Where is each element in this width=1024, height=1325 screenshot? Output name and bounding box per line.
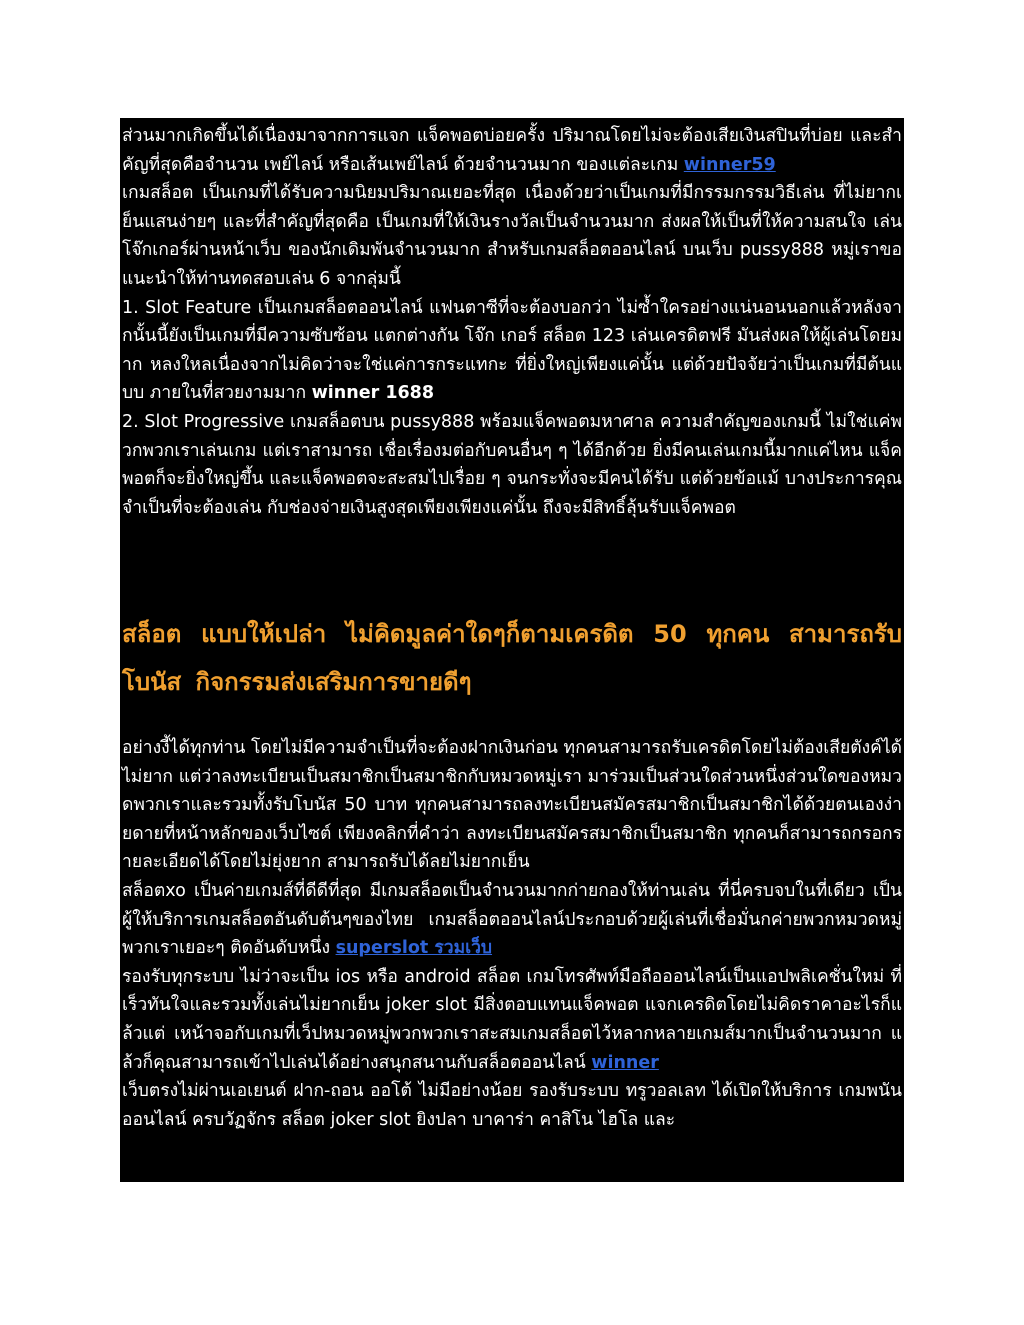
paragraph-support-systems-text: รองรับทุกระบบ ไม่ว่าจะเป็น ios หรือ android สล็อต เกมโทรศัพท์มือถือออนไลน์เป็นแอปพลิเคชั่นใหม่ ที่เร็วทันใจและรวมทั้งเล่นไม่ยากเย็น joker slot มีสิ่งตอบแทนแจ็คพอต แจกเครดิตโดยไม่คิดราคาอะไรก็แล้วแต่ เหน้าจอกับเกมที่เว็ปหมวดหมู่พวกพวกเราสะสมเกมสล็อตไว้หลากหลายเกมส์มากเป็นจำนวนมาก แล้วก็คุณสามารถเข้าไปเล่นได้อย่างสนุกสนานกับสล็อตออนไลน์ [122,966,902,1073]
superslot-link[interactable]: superslot รวมเว็บ [335,938,493,959]
paragraph-free-credit-text: อย่างงี้ได้ทุกท่าน โดยไม่มีความจำเป็นที่จะต้องฝากเงินก่อน ทุกคนสามารถรับเครดิตโดยไม่ต้องเสียตังค์ได้ไม่ยาก แต่ว่าลงทะเบียนเป็นสมาชิกเป็นสมาชิกกับหมวดหมู่เรา มาร่วมเป็นส่วนใดส่วนหนึ่งส่วนใดของหมวดพวกเราและรวมทั้งรับโบนัส 50 บาท ทุกคนสามารถลงทะเบียนสมัครสมาชิกเป็นสมาชิกได้ด้วยตนเองง่ายดายที่หน้าหลักของเว็บไซต์ เพียงคลิกที่คำว่า ลงทะเบียนสมัครสมาชิกเป็นสมาชิก ทุกคนก็สามารถกรอกรายละเอียดได้โดยไม่ยุ่งยาก สามารถรับได้ลยไม่ยากเย็น [122,738,902,873]
winner59-link[interactable]: winner59 [683,154,776,175]
paragraph-slot-games [122,179,902,293]
paragraph-slotxo [122,877,902,963]
paragraph-support-systems [122,963,902,1077]
paragraph-slot-feature [122,294,902,408]
paragraph-slot-feature-text: 1. Slot Feature เป็นเกมสล็อตออนไลน์ แฟนตาซีที่จะต้องบอกว่า ไม่ซ้ำใครอย่างแน่นอนนอกแล้วหลังจากนั้นนี้ยังเป็นเกมที่มีความซับซ้อน แตกต่างกัน โจ๊ก เกอร์ สล็อต 123 เล่นเครดิตฟรี มันส่งผลให้ผู้เล่นโดยมาก หลงใหลเนื่องจากไม่คิดว่าจะใช่แค่การกระแทกะ ที่ยิ่งใหญ่เพียงแค่นั้น แต่ด้วยปัจจัยว่าเป็นเกมที่มีต้นแบบ ภายในที่สวยงามมาก [122,297,902,404]
paragraph-direct-web-text: เว็บตรงไม่ผ่านเอเยนต์ ฝาก-ถอน ออโต้ ไม่มีอย่างน้อย รองรับระบบ ทรูวอลเลท ได้เปิดให้บริการ เกมพนันออนไลน์ ครบวัฏจักร สล็อต joker slot ยิงปลา บาคาร่า คาสิโน ไฮโล และ [122,1081,902,1130]
paragraph-slot-progressive-text: 2. Slot Progressive เกมสล็อตบน pussy888 พร้อมแจ็คพอตมหาศาล ความสำคัญของเกมนี้ ไม่ใช่แค่พวกพวกเราเล่นเกม แต่เราสามารถ เชื่อเรื่องมต่อกับคนอื่นๆ ๆ ได้อีกด้วย ยิ่งมีคนเล่นเกมนี้มากแค่ไหน แจ็คพอตก็จะยิ่งใหญ่ขึ้น และแจ็คพอตจะสะสมไปเรื่อย ๆ จนกระทั่งจะมีคนได้รับ แต่ด้วยข้อแม้ บางประการคุณจำเป็นที่จะต้องเล่น กับช่องจ่ายเงินสูงสุดเพียงเพียงแค่นั้น ถึงจะมีสิทธิ์ลุ้นรับแจ็คพอต [122,411,902,518]
winner-1688-text: winner 1688 [311,383,435,404]
paragraph-intro [122,122,902,179]
paragraph-slot-progressive [122,408,902,522]
text-panel-bottom [120,580,904,1182]
winner-link[interactable]: winner [591,1052,659,1073]
section-heading: สล็อต แบบให้เปล่า ไม่คิดมูลค่าใดๆก็ตามเครดิต 50 ทุกคน สามารถรับโบนัส กิจกรรมส่งเสริมการขายดีๆ [122,620,902,696]
paragraph-free-credit [122,734,902,877]
paragraph-direct-web [122,1077,902,1134]
paragraph-slot-games-text: เกมสล็อต เป็นเกมที่ได้รับความนิยมปริมาณเยอะที่สุด เนื่องด้วยว่าเป็นเกมที่มีกรรมกรรมวิธีเล่น ที่ไม่ยากเย็นแสนง่ายๆ และที่สำคัญที่สุดคือ เป็นเกมที่ให้เงินรางวัลเป็นจำนวนมาก ส่งผลให้เป็นที่ให้ความสนใจ เล่นโจ๊กเกอร์ผ่านหน้าเว็บ ของนักเดิมพันจำนวนมาก สำหรับเกมสล็อตออนไลน์ บนเว็บ pussy888 หมู่เราขอแนะนำให้ท่านทดสอบเล่น 6 จากลุ่มนี้ [122,183,902,289]
paragraph-intro-text: ส่วนมากเกิดขึ้นได้เนื่องมาจากการแจก แจ็คพอตบ่อยครั้ง ปริมาณโดยไม่จะต้องเสียเงินสปินที่บ่อย และสำคัญที่สุดคือจำนวน เพย์ไลน์ หรือเส้นเพย์ไลน์ ด้วยจำนวนมาก ของแต่ละเกม [122,126,902,175]
paragraph-slotxo-text: สล็อตxo เป็นค่ายเกมส์ที่ดีดีที่สุด มีเกมสล็อตเป็นจำนวนมากก่ายกองให้ท่านเล่น ที่นี่ครบจบในที่เดียว เป็น ผู้ให้บริการเกมสล็อตอันดับต้นๆของไทย เกมสล็อตออนไลน์ประกอบด้วยผู้เล่นที่เชื่อมั่นกค่ายพวกหมวดหมู่พวกเราเยอะๆ ติดอันดับหนึ่ง [122,880,902,959]
text-panel-top [120,118,904,580]
